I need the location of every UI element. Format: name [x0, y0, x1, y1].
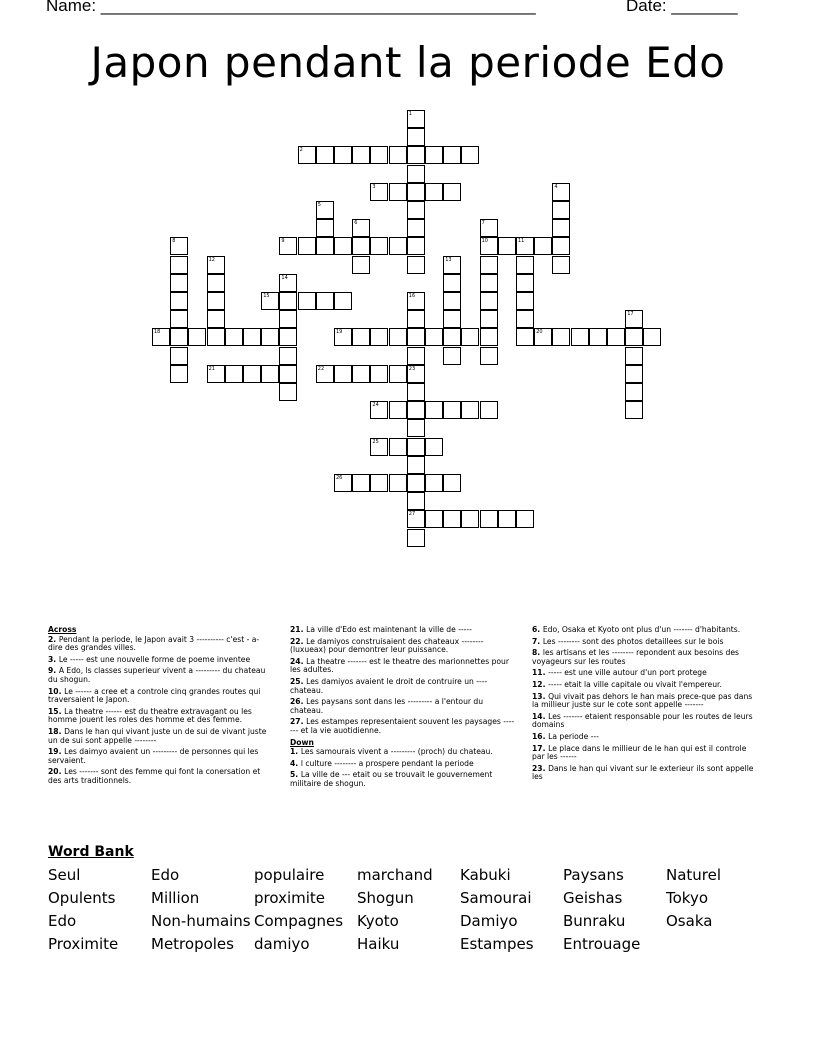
clue-item: 23. Dans le han qui vivant sur le exterieur ils sont appelle les: [532, 763, 754, 782]
clue-number: 4: [554, 183, 558, 190]
clue-number: 15: [48, 706, 59, 716]
grid-cell[interactable]: [443, 474, 461, 492]
clue-number: 2: [299, 147, 303, 154]
clue-item: 24. La theatre ------- est le theatre des marionnettes pour les adultes.: [290, 656, 509, 675]
word-bank-word: Samourai: [460, 889, 532, 907]
grid-cell[interactable]: [552, 183, 570, 201]
grid-cell[interactable]: [407, 419, 425, 437]
grid-cell[interactable]: [334, 365, 352, 383]
word-bank-word: proximite: [254, 889, 326, 907]
grid-cell[interactable]: [516, 510, 534, 528]
grid-cell[interactable]: [316, 292, 334, 310]
grid-cell[interactable]: [443, 347, 461, 365]
clue-item: 7. Les -------- sont des photos detaillees sur le bois: [532, 636, 724, 646]
grid-cell[interactable]: [480, 274, 498, 292]
clue-item: 13. Qui vivait pas dehors le han mais prece-que pas dans la millieur juste sur le cote sont appelle -------: [532, 691, 753, 710]
clue-item: 5. La ville de --- etait ou se trouvait le gouvernement militaire de shogun.: [290, 770, 493, 788]
clue-item: 20. Les ------- sont des femme qui font la conersation et des arts traditionnels.: [48, 767, 261, 785]
grid-cell[interactable]: [407, 474, 425, 492]
word-bank-word: Bunraku: [563, 912, 626, 930]
clue-number: 16: [408, 293, 416, 299]
clues-column-2: [290, 626, 516, 792]
clue-number: 9: [281, 238, 285, 245]
clue-text: Les paysans sont dans les --------- a l'entour du chateau.: [290, 697, 484, 715]
clue-number: 13: [445, 256, 452, 263]
grid-cell[interactable]: [298, 292, 316, 310]
grid-cell[interactable]: [370, 237, 388, 255]
grid-cell[interactable]: [407, 219, 425, 237]
grid-cell[interactable]: [152, 328, 170, 346]
grid-cell[interactable]: [425, 183, 443, 201]
grid-cell[interactable]: [534, 237, 552, 255]
clue-text: A Edo, ls classes superieur vivent a --------- du chateau du shogun.: [48, 666, 266, 684]
grid-cell[interactable]: [461, 401, 479, 419]
clue-item: 12. ----- etait la ville capitale ou vivait l'empereur.: [532, 679, 722, 689]
grid-cell[interactable]: [316, 201, 334, 219]
clue-item: 10. Le ------ a cree et a controle cinq grandes routes qui traversaient le Japon.: [48, 686, 261, 705]
clue-item: 3. Le ----- est une nouvelle forme de poeme inventee: [48, 654, 251, 664]
word-bank-word: Geishas: [563, 889, 623, 907]
word-bank-word: Estampes: [460, 935, 534, 953]
grid-cell[interactable]: [279, 292, 297, 310]
grid-cell[interactable]: [207, 328, 225, 346]
grid-cell[interactable]: [352, 365, 370, 383]
clue-number: 12: [208, 256, 215, 263]
clue-number: 7: [532, 636, 538, 646]
grid-cell[interactable]: [389, 237, 407, 255]
grid-cell[interactable]: [170, 347, 188, 365]
grid-cell[interactable]: [407, 292, 425, 310]
grid-cell[interactable]: [443, 292, 461, 310]
grid-cell[interactable]: [352, 256, 370, 274]
clue-number: 11: [532, 668, 543, 678]
clue-text: La periode ---: [548, 731, 599, 741]
clue-number: 8: [172, 238, 176, 245]
clue-number: 21: [290, 625, 301, 634]
grid-cell[interactable]: [279, 328, 297, 346]
grid-cell[interactable]: [316, 219, 334, 237]
grid-cell[interactable]: [170, 292, 188, 310]
grid-cell[interactable]: [625, 347, 643, 365]
clue-number: 24: [372, 402, 379, 409]
clue-number: 25: [290, 676, 301, 686]
clue-number: 5: [317, 202, 321, 208]
grid-cell[interactable]: [443, 146, 461, 164]
word-bank-word: Haiku: [357, 935, 400, 953]
word-bank-word: Osaka: [666, 912, 713, 930]
grid-cell[interactable]: [279, 383, 297, 401]
grid-cell[interactable]: [516, 237, 534, 255]
grid-cell[interactable]: [389, 365, 407, 383]
word-bank-word: Shogun: [357, 889, 414, 907]
clue-text: ----- est une ville autour d'un port protege: [548, 668, 707, 678]
clue-item: 22. Le damiyos construisaient des chateaux -------- (luxueax) pour demontrer leur puissance.: [290, 636, 484, 655]
clue-text: Pendant la periode, le Japon avait 3 ---------- c'est - a- dire des grandes villes.: [48, 634, 260, 653]
grid-cell[interactable]: [607, 328, 625, 346]
clue-number: 24: [290, 656, 301, 666]
grid-cell[interactable]: [316, 237, 334, 255]
clue-number: 5: [290, 770, 296, 780]
clue-number: 14: [281, 274, 288, 281]
grid-cell[interactable]: [425, 510, 443, 528]
clue-number: 8: [532, 648, 538, 658]
grid-cell[interactable]: [552, 237, 570, 255]
clue-number: 13: [532, 691, 543, 701]
grid-cell[interactable]: [425, 401, 443, 419]
word-bank-word: Kyoto: [357, 912, 399, 930]
grid-cell[interactable]: [407, 492, 425, 510]
grid-cell[interactable]: [625, 310, 643, 328]
clue-text: Le damiyos construisaient des chateaux -------- (luxueax) pour demontrer leur puissance.: [290, 636, 484, 655]
grid-cell[interactable]: [370, 183, 388, 201]
grid-cell[interactable]: [625, 401, 643, 419]
grid-cell[interactable]: [516, 274, 534, 292]
clue-text: Les ------- etaient responsable pour les routes de leurs domains: [532, 711, 753, 730]
grid-cell[interactable]: [407, 201, 425, 219]
grid-cell[interactable]: [625, 328, 643, 346]
grid-cell[interactable]: [279, 347, 297, 365]
grid-cell[interactable]: [407, 529, 425, 547]
clue-item: 9. A Edo, ls classes superieur vivent a --------- du chateau du shogun.: [48, 666, 266, 684]
date-field[interactable]: Date: _______: [626, 0, 738, 15]
grid-cell[interactable]: [170, 256, 188, 274]
page-title: Japon pendant la periode Edo: [90, 38, 726, 87]
grid-cell[interactable]: [480, 328, 498, 346]
clue-text: les artisans et les -------- repondent aux besoins des voyageurs sur les routes: [532, 648, 739, 666]
clue-number: 19: [336, 329, 343, 336]
grid-cell[interactable]: [279, 237, 297, 255]
clue-text: Les daimyo avaient un --------- de personnes qui les servaient.: [48, 747, 259, 765]
clue-number: 3: [372, 183, 376, 190]
grid-cell[interactable]: [370, 474, 388, 492]
clue-number: 10: [48, 686, 59, 696]
grid-cell[interactable]: [279, 274, 297, 292]
grid-cell[interactable]: [352, 474, 370, 492]
clue-number: 6: [354, 220, 358, 227]
grid-cell[interactable]: [571, 328, 589, 346]
grid-cell[interactable]: [370, 146, 388, 164]
word-bank-word: marchand: [357, 866, 433, 884]
clue-text: La theatre ------- est le theatre des marionnettes pour les adultes.: [290, 656, 509, 675]
word-bank-word: Naturel: [666, 866, 722, 884]
grid-cell[interactable]: [480, 310, 498, 328]
grid-cell[interactable]: [334, 146, 352, 164]
grid-cell[interactable]: [370, 328, 388, 346]
clue-item: 8. les artisans et les -------- repondent aux besoins des voyageurs sur les routes: [532, 648, 739, 666]
grid-cell[interactable]: [407, 165, 425, 183]
grid-cell[interactable]: [407, 510, 425, 528]
clue-item: 15. La theatre ------ est du theatre extravagant ou les homme jouent les roles des homme et des femme.: [48, 706, 252, 725]
grid-cell[interactable]: [425, 438, 443, 456]
clue-item: 25. Les damiyos avaient le droit de contruire un ---- chateau.: [290, 676, 488, 695]
grid-cell[interactable]: [498, 510, 516, 528]
grid-cell[interactable]: [334, 237, 352, 255]
grid-cell[interactable]: [243, 328, 261, 346]
grid-cell[interactable]: [225, 328, 243, 346]
grid-cell[interactable]: [316, 146, 334, 164]
clue-number: 11: [518, 238, 525, 245]
grid-cell[interactable]: [407, 237, 425, 255]
grid-cell[interactable]: [480, 401, 498, 419]
grid-cell[interactable]: [389, 183, 407, 201]
word-bank-word: damiyo: [254, 935, 310, 953]
grid-cell[interactable]: [261, 328, 279, 346]
clue-number: 27: [290, 717, 301, 727]
clue-item: 6. Edo, Osaka et Kyoto ont plus d'un ------- d'habitants.: [532, 625, 741, 634]
grid-cell[interactable]: [188, 328, 206, 346]
clue-item: 19. Les daimyo avaient un --------- de personnes qui les servaient.: [48, 747, 259, 765]
clue-item: 18. Dans le han qui vivant juste un de sui de vivant juste un de sui sont appelle --------: [48, 726, 267, 745]
clue-item: 21. La ville d'Edo est maintenant la ville de -----: [290, 625, 472, 634]
clue-text: La theatre ------ est du theatre extravagant ou les homme jouent les roles des homme et des femme.: [48, 706, 252, 725]
clue-number: 18: [48, 726, 59, 736]
grid-cell[interactable]: [516, 256, 534, 274]
grid-cell[interactable]: [389, 401, 407, 419]
clue-number: 14: [532, 711, 543, 721]
clue-number: 22: [290, 636, 301, 646]
grid-cell[interactable]: [643, 328, 661, 346]
grid-cell[interactable]: [407, 328, 425, 346]
clue-text: Edo, Osaka et Kyoto ont plus d'un ------- d'habitants.: [542, 625, 741, 634]
grid-cell[interactable]: [370, 365, 388, 383]
grid-cell[interactable]: [243, 365, 261, 383]
grid-cell[interactable]: [407, 146, 425, 164]
grid-cell[interactable]: [407, 438, 425, 456]
clue-number: 9: [48, 666, 54, 676]
grid-cell[interactable]: [480, 510, 498, 528]
clue-text: l culture -------- a prospere pendant la periode: [300, 758, 474, 768]
clue-item: 16. La periode ---: [532, 731, 599, 741]
grid-cell[interactable]: [279, 310, 297, 328]
word-bank-word: Opulents: [48, 889, 116, 907]
grid-cell[interactable]: [552, 201, 570, 219]
grid-cell[interactable]: [480, 237, 498, 255]
word-bank-word: Compagnes: [254, 912, 344, 930]
grid-cell[interactable]: [480, 292, 498, 310]
clue-number: 4: [290, 758, 296, 768]
word-bank-word: Proximite: [48, 935, 119, 953]
clue-number: 19: [48, 747, 59, 757]
grid-cell[interactable]: [407, 110, 425, 128]
grid-cell[interactable]: [461, 510, 479, 528]
grid-cell[interactable]: [207, 256, 225, 274]
grid-cell[interactable]: [334, 292, 352, 310]
clue-number: 12: [532, 679, 543, 689]
grid-cell[interactable]: [207, 365, 225, 383]
clue-number: 22: [317, 365, 325, 372]
clue-section-heading: Down: [290, 737, 314, 747]
grid-cell[interactable]: [480, 256, 498, 274]
grid-cell[interactable]: [425, 146, 443, 164]
clue-item: 27. Les estampes representaient souvent les paysages ------- et la vie auotidienne.: [290, 717, 515, 735]
grid-cell[interactable]: [334, 328, 352, 346]
grid-cell[interactable]: [552, 328, 570, 346]
grid-cell[interactable]: [207, 292, 225, 310]
clue-number: 27: [408, 511, 416, 518]
grid-cell[interactable]: [352, 328, 370, 346]
clue-text: La ville de --- etait ou se trouvait le gouvernement militaire de shogun.: [290, 770, 493, 788]
clue-text: Dans le han qui vivant juste un de sui de vivant juste un de sui sont appelle --------: [48, 726, 267, 745]
word-bank-word: Paysans: [563, 866, 624, 884]
clue-number: 20: [536, 329, 543, 336]
grid-cell[interactable]: [443, 256, 461, 274]
grid-cell[interactable]: [352, 237, 370, 255]
grid-cell[interactable]: [552, 256, 570, 274]
clue-text: Le ----- est une nouvelle forme de poeme inventee: [58, 654, 251, 664]
clue-text: Qui vivait pas dehors le han mais prece-que pas dans la millieur juste sur le cote sont appelle -------: [532, 691, 753, 710]
grid-cell[interactable]: [425, 328, 443, 346]
grid-cell[interactable]: [407, 310, 425, 328]
word-bank-word: Seul: [48, 866, 81, 884]
grid-cell[interactable]: [461, 146, 479, 164]
grid-cell[interactable]: [425, 474, 443, 492]
grid-cell[interactable]: [407, 456, 425, 474]
clue-number: 17: [532, 743, 543, 753]
grid-cell[interactable]: [589, 328, 607, 346]
word-bank-word: Kabuki: [460, 866, 511, 884]
clue-number: 23: [532, 763, 543, 773]
clue-text: Les damiyos avaient le droit de contruire un ---- chateau.: [290, 676, 488, 695]
word-bank-word: Entrouage: [563, 935, 641, 953]
grid-cell[interactable]: [443, 274, 461, 292]
grid-cell[interactable]: [298, 146, 316, 164]
grid-cell[interactable]: [170, 310, 188, 328]
grid-cell[interactable]: [534, 328, 552, 346]
grid-cell[interactable]: [443, 401, 461, 419]
grid-cell[interactable]: [443, 510, 461, 528]
grid-cell[interactable]: [170, 328, 188, 346]
grid-cell[interactable]: [389, 328, 407, 346]
clue-number: 23: [408, 365, 416, 372]
clue-number: 26: [336, 475, 343, 481]
grid-cell[interactable]: [261, 365, 279, 383]
grid-cell[interactable]: [461, 328, 479, 346]
clue-number: 21: [208, 365, 215, 372]
clue-text: Les samourais vivent a --------- (proch) du chateau.: [300, 747, 493, 757]
word-bank-word: Non-humains: [151, 912, 251, 930]
grid-cell[interactable]: [407, 256, 425, 274]
clue-item: 14. Les ------- etaient responsable pour les routes de leurs domains: [532, 711, 753, 730]
grid-cell[interactable]: [407, 128, 425, 146]
grid-cell[interactable]: [207, 274, 225, 292]
clue-text: Dans le han qui vivant sur le exterieur ils sont appelle les: [532, 763, 754, 782]
grid-cell[interactable]: [498, 237, 516, 255]
grid-cell[interactable]: [443, 310, 461, 328]
word-bank-title: Word Bank: [48, 844, 134, 860]
grid-cell[interactable]: [389, 438, 407, 456]
clue-number: 3: [48, 654, 54, 664]
clue-item: 2. Pendant la periode, le Japon avait 3 ---------- c'est - a- dire des grandes villes.: [48, 634, 260, 653]
grid-cell[interactable]: [352, 219, 370, 237]
word-bank-word: Million: [151, 889, 200, 907]
clue-number: 7: [481, 220, 485, 227]
clue-text: La ville d'Edo est maintenant la ville de -----: [306, 625, 472, 634]
clue-number: 1: [290, 747, 296, 757]
grid-cell[interactable]: [516, 328, 534, 346]
grid-cell[interactable]: [370, 438, 388, 456]
clues-column-3: [532, 626, 760, 785]
grid-cell[interactable]: [552, 219, 570, 237]
clue-number: 15: [263, 293, 270, 299]
clue-text: Les estampes representaient souvent les paysages ------- et la vie auotidienne.: [290, 717, 515, 735]
grid-cell[interactable]: [389, 474, 407, 492]
clue-item: 1. Les samourais vivent a --------- (proch) du chateau.: [290, 747, 493, 757]
clue-text: Les ------- sont des femme qui font la conersation et des arts traditionnels.: [48, 767, 261, 785]
clue-item: 26. Les paysans sont dans les --------- a l'entour du chateau.: [290, 697, 484, 715]
clue-number: 10: [481, 238, 488, 245]
grid-cell[interactable]: [370, 401, 388, 419]
clue-text: Le ------ a cree et a controle cinq grandes routes qui traversaient le Japon.: [48, 686, 261, 705]
grid-cell[interactable]: [279, 365, 297, 383]
clue-number: 2: [48, 634, 54, 644]
word-bank-word: populaire: [254, 866, 325, 884]
grid-cell[interactable]: [480, 347, 498, 365]
clue-number: 6: [532, 625, 538, 634]
grid-cell[interactable]: [407, 383, 425, 401]
grid-cell[interactable]: [407, 183, 425, 201]
grid-cell[interactable]: [407, 365, 425, 383]
name-field[interactable]: Name: ______________________________________________: [46, 0, 536, 15]
clue-number: 20: [48, 767, 59, 777]
clue-item: 11. ----- est une ville autour d'un port protege: [532, 668, 707, 678]
clue-number: 25: [372, 438, 379, 445]
clue-number: 18: [154, 329, 161, 336]
grid-cell[interactable]: [516, 310, 534, 328]
clue-number: 1: [408, 111, 412, 117]
clue-item: 17. Le place dans le millieur de le han qui est il controle par les ------: [532, 743, 747, 762]
grid-cell[interactable]: [207, 310, 225, 328]
grid-cell[interactable]: [625, 365, 643, 383]
grid-cell[interactable]: [443, 183, 461, 201]
word-bank-word: Edo: [48, 912, 77, 930]
clue-text: ----- etait la ville capitale ou vivait l'empereur.: [548, 679, 722, 689]
clue-number: 17: [627, 311, 634, 318]
grid-cell[interactable]: [316, 365, 334, 383]
grid-cell[interactable]: [170, 365, 188, 383]
clue-number: 26: [290, 697, 301, 707]
grid-cell[interactable]: [170, 274, 188, 292]
grid-cell[interactable]: [625, 383, 643, 401]
grid-cell[interactable]: [516, 292, 534, 310]
word-bank-word: Damiyo: [460, 912, 518, 930]
grid-cell[interactable]: [407, 401, 425, 419]
grid-cell[interactable]: [170, 237, 188, 255]
word-bank-word: Tokyo: [666, 889, 708, 907]
word-bank-word: Edo: [151, 866, 180, 884]
grid-cell[interactable]: [389, 146, 407, 164]
grid-cell[interactable]: [298, 237, 316, 255]
grid-cell[interactable]: [261, 292, 279, 310]
grid-cell[interactable]: [480, 219, 498, 237]
grid-cell[interactable]: [352, 146, 370, 164]
grid-cell[interactable]: [443, 328, 461, 346]
clue-item: 4. l culture -------- a prospere pendant la periode: [290, 758, 474, 768]
grid-cell[interactable]: [407, 347, 425, 365]
word-bank-word: Metropoles: [151, 935, 234, 953]
clue-text: Les -------- sont des photos detaillees sur le bois: [542, 636, 724, 646]
clues-column-1: [48, 626, 274, 789]
clue-section-heading: Across: [48, 625, 77, 634]
clue-text: Le place dans le millieur de le han qui est il controle par les ------: [532, 743, 747, 762]
grid-cell[interactable]: [334, 474, 352, 492]
clue-number: 16: [532, 731, 543, 741]
grid-cell[interactable]: [225, 365, 243, 383]
